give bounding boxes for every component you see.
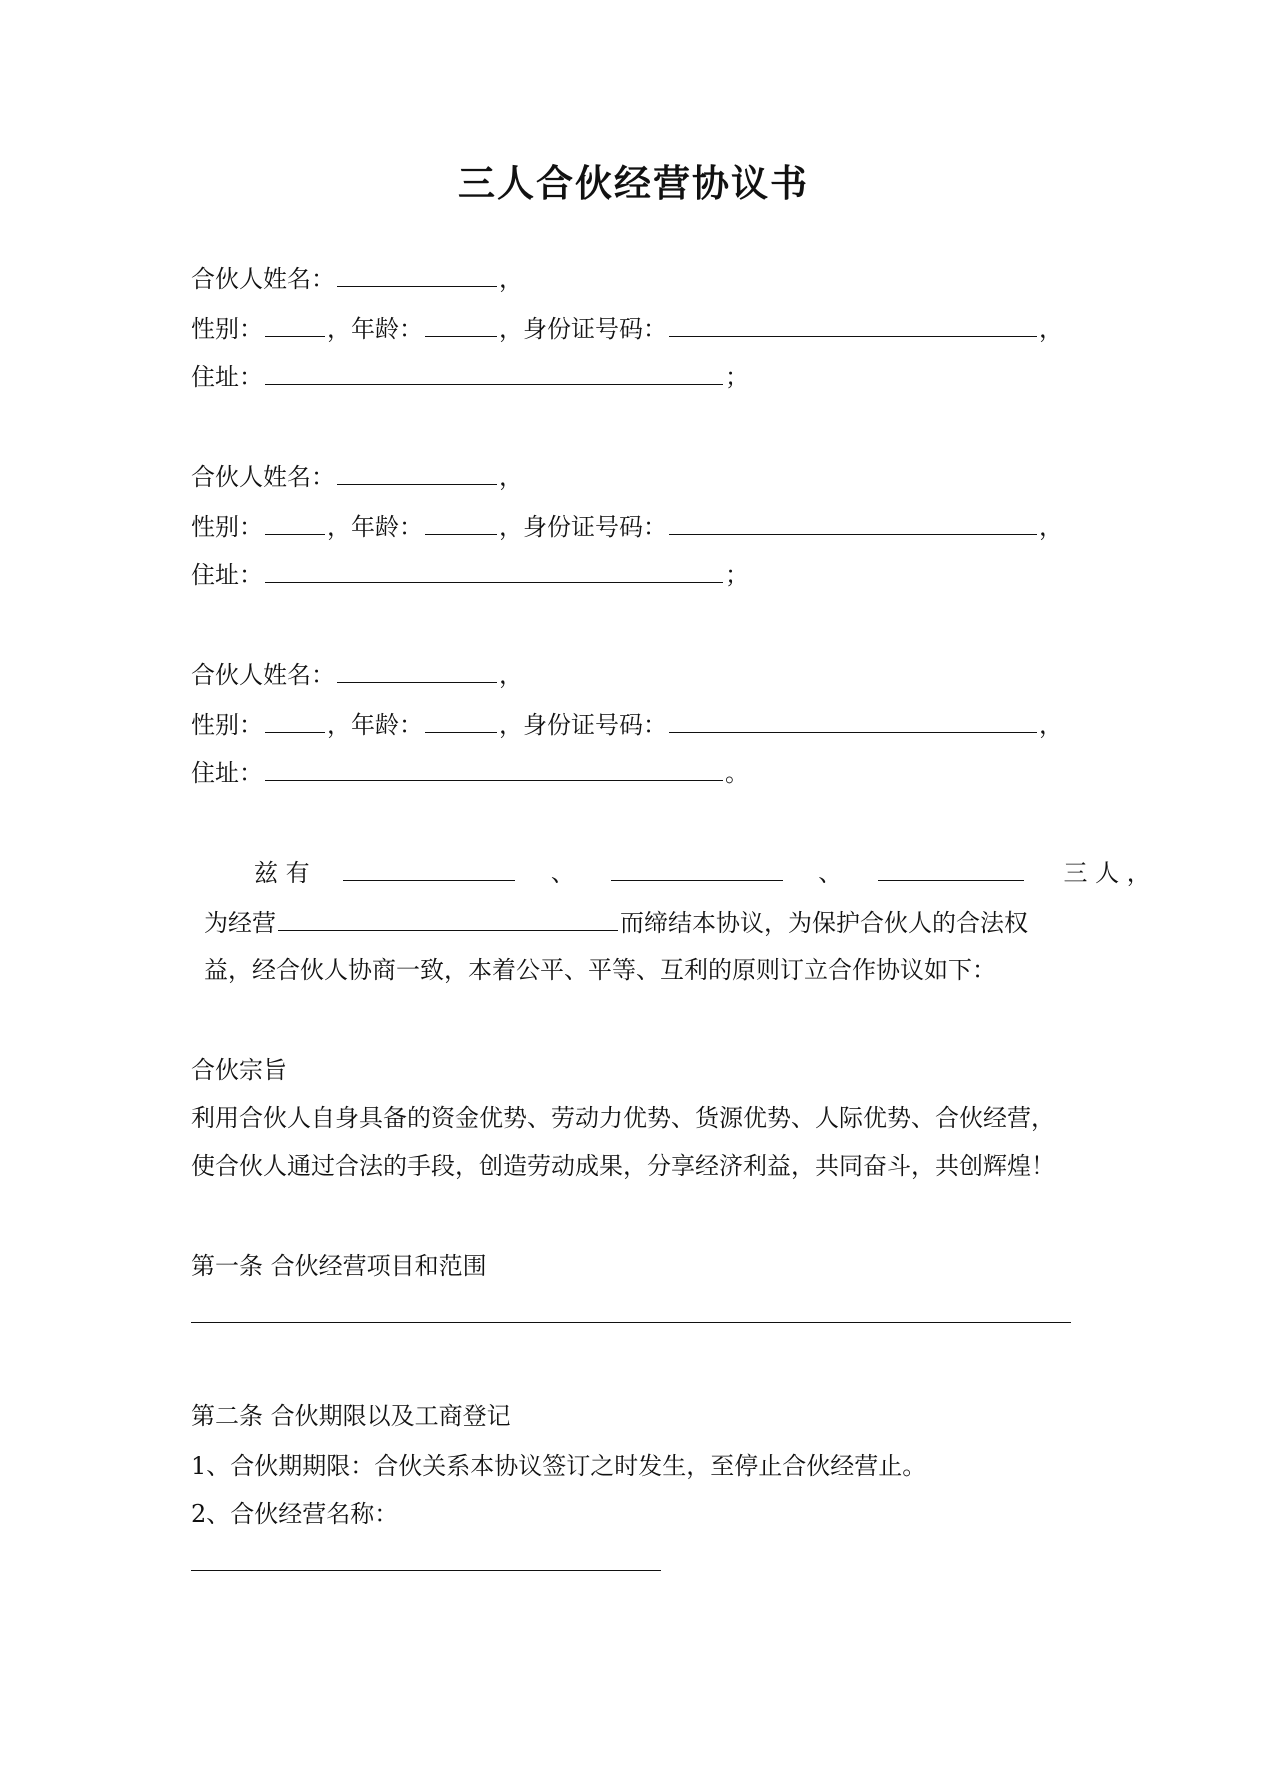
intro-three-persons: 三 人 ，	[1063, 859, 1151, 887]
article-2-item-1: 1、合伙期期限：合伙关系本协议签订之时发生，至停止合伙经营止。	[191, 1452, 927, 1480]
partner-1-address-line	[191, 356, 749, 392]
id-blank[interactable]	[669, 308, 1037, 337]
id-label: 身份证号码：	[523, 513, 667, 541]
comma: ，	[1039, 315, 1063, 343]
address-end-punct: ；	[725, 363, 749, 391]
comma: ，	[499, 265, 523, 293]
partner-name-label: 合伙人姓名：	[191, 661, 335, 689]
comma: ，	[327, 315, 351, 343]
article-1-heading: 第一条 合伙经营项目和范围	[191, 1252, 487, 1280]
partner-2-info-line	[191, 506, 1063, 542]
partner-1-info-line	[191, 308, 1063, 344]
age-blank[interactable]	[425, 704, 497, 733]
comma: ，	[499, 315, 523, 343]
address-blank[interactable]	[265, 554, 723, 583]
age-blank[interactable]	[425, 308, 497, 337]
comma: ，	[327, 711, 351, 739]
address-label: 住址：	[191, 759, 263, 787]
article-2-item-2: 2、合伙经营名称：	[191, 1500, 399, 1528]
address-blank[interactable]	[265, 752, 723, 781]
party-2-blank[interactable]	[611, 852, 783, 881]
id-label: 身份证号码：	[523, 315, 667, 343]
intro-line-2-text: 而缔结本协议，为保护合伙人的合法权	[620, 909, 1028, 937]
age-blank[interactable]	[425, 506, 497, 535]
id-blank[interactable]	[669, 704, 1037, 733]
intro-start: 兹 有	[254, 859, 310, 887]
intro-line-1	[254, 852, 1151, 888]
purpose-line-1: 利用合伙人自身具备的资金优势、劳动力优势、货源优势、人际优势、合伙经营，	[191, 1104, 1055, 1132]
address-label: 住址：	[191, 363, 263, 391]
partner-2-name-line	[191, 456, 523, 492]
partner-name-label: 合伙人姓名：	[191, 463, 335, 491]
intro-line-2	[204, 902, 1028, 938]
document-title: 三人合伙经营协议书	[458, 161, 809, 205]
comma: ，	[499, 513, 523, 541]
comma: ，	[499, 661, 523, 689]
party-3-blank[interactable]	[878, 852, 1024, 881]
partner-name-label: 合伙人姓名：	[191, 265, 335, 293]
comma: ，	[1039, 513, 1063, 541]
purpose-line-2: 使合伙人通过合法的手段，创造劳动成果，分享经济利益，共同奋斗，共创辉煌！	[191, 1152, 1055, 1180]
gender-label: 性别：	[191, 711, 263, 739]
comma: ，	[499, 463, 523, 491]
intro-line-3: 益，经合伙人协商一致，本着公平、平等、互利的原则订立合作协议如下：	[204, 956, 996, 984]
id-label: 身份证号码：	[523, 711, 667, 739]
gender-blank[interactable]	[265, 506, 325, 535]
address-end-punct: ；	[725, 561, 749, 589]
partner-3-name-line	[191, 654, 523, 690]
age-label: 年龄：	[351, 513, 423, 541]
purpose-heading: 合伙宗旨	[191, 1056, 287, 1084]
partner-name-blank[interactable]	[337, 258, 497, 287]
comma: ，	[499, 711, 523, 739]
age-label: 年龄：	[351, 315, 423, 343]
address-label: 住址：	[191, 561, 263, 589]
party-1-blank[interactable]	[343, 852, 515, 881]
separator: 、	[550, 859, 575, 887]
article-1-blank-line[interactable]	[191, 1322, 1071, 1323]
gender-blank[interactable]	[265, 308, 325, 337]
partner-1-name-line	[191, 258, 523, 294]
intro-operate-label: 为经营	[204, 909, 276, 937]
article-2-heading: 第二条 合伙期限以及工商登记	[191, 1402, 511, 1430]
age-label: 年龄：	[351, 711, 423, 739]
partner-name-blank[interactable]	[337, 456, 497, 485]
comma: ，	[327, 513, 351, 541]
address-blank[interactable]	[265, 356, 723, 385]
gender-blank[interactable]	[265, 704, 325, 733]
gender-label: 性别：	[191, 315, 263, 343]
business-blank[interactable]	[278, 902, 618, 931]
partner-2-address-line	[191, 554, 749, 590]
partner-name-blank[interactable]	[337, 654, 497, 683]
business-name-blank-line[interactable]	[191, 1570, 661, 1571]
id-blank[interactable]	[669, 506, 1037, 535]
separator: 、	[818, 859, 843, 887]
partner-3-info-line	[191, 704, 1063, 740]
partner-3-address-line	[191, 752, 749, 788]
gender-label: 性别：	[191, 513, 263, 541]
address-end-punct: 。	[725, 759, 749, 787]
comma: ，	[1039, 711, 1063, 739]
